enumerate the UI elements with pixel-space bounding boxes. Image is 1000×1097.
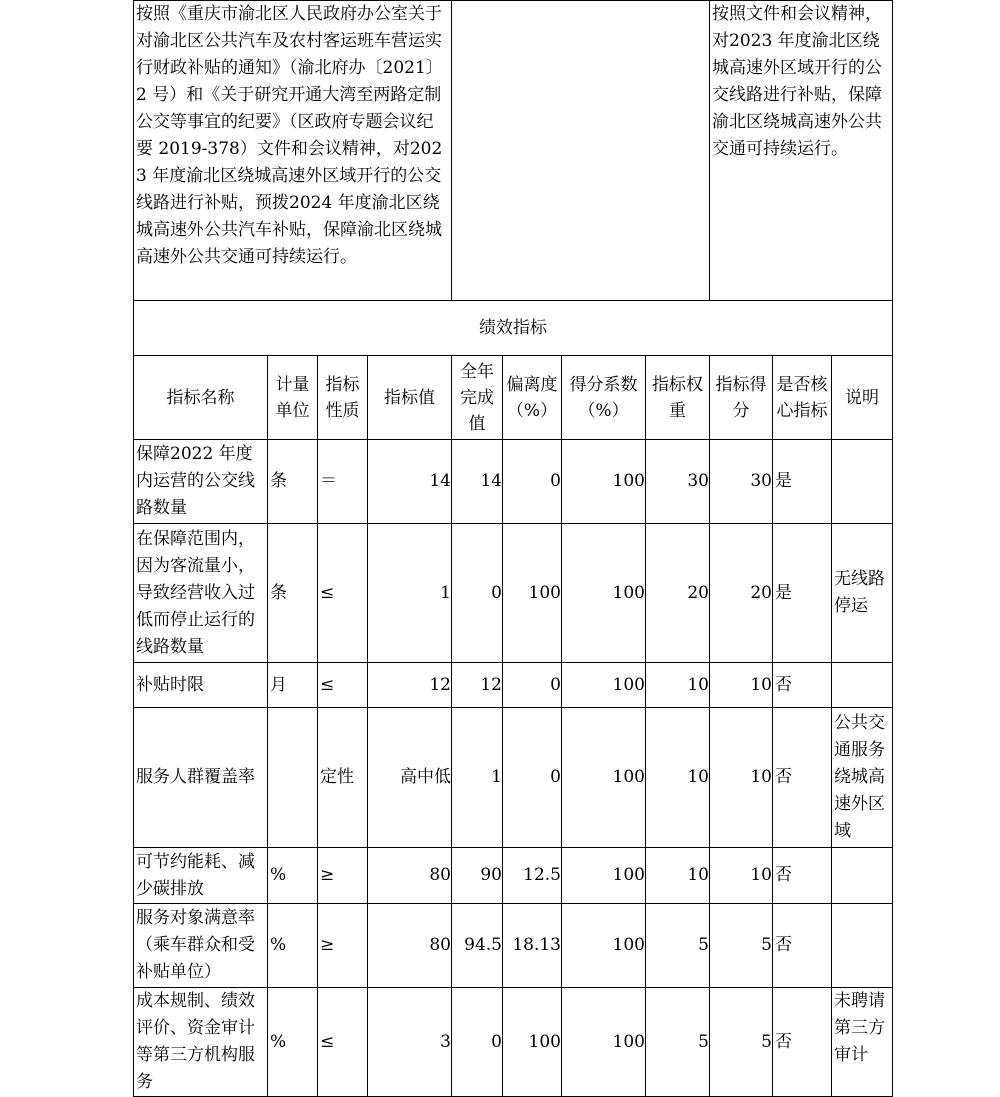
indicator-coef: 100 xyxy=(562,708,646,848)
indicator-actual: 90 xyxy=(452,848,503,904)
indicator-unit: 月 xyxy=(268,663,318,708)
header-row xyxy=(134,356,893,440)
indicator-target: 3 xyxy=(368,988,452,1097)
indicator-note: 未聘请第三方审计 xyxy=(832,988,893,1097)
header-target: 指标值 xyxy=(368,356,452,440)
indicator-actual: 94.5 xyxy=(452,904,503,988)
indicator-weight: 10 xyxy=(646,848,710,904)
indicator-note xyxy=(832,663,893,708)
indicator-note xyxy=(832,440,893,524)
indicator-weight: 5 xyxy=(646,904,710,988)
indicator-name: 成本规制、绩效评价、资金审计等第三方机构服务 xyxy=(134,988,268,1097)
indicator-coef: 100 xyxy=(562,904,646,988)
indicator-note: 公共交通服务绕城高速外区域 xyxy=(832,708,893,848)
indicator-weight: 10 xyxy=(646,708,710,848)
header-unit: 计量单位 xyxy=(268,356,318,440)
indicator-actual: 1 xyxy=(452,708,503,848)
indicator-note xyxy=(832,904,893,988)
indicator-core: 是 xyxy=(773,440,832,524)
indicator-target: 1 xyxy=(368,524,452,663)
indicator-score: 10 xyxy=(710,663,773,708)
indicator-coef: 100 xyxy=(562,440,646,524)
indicator-actual: 0 xyxy=(452,524,503,663)
header-name: 指标名称 xyxy=(134,356,268,440)
indicator-deviation: 100 xyxy=(503,524,562,663)
indicator-core: 是 xyxy=(773,524,832,663)
table-row xyxy=(134,988,893,1097)
indicator-note: 无线路停运 xyxy=(832,524,893,663)
section-title-row xyxy=(134,301,893,356)
indicator-deviation: 18.13 xyxy=(503,904,562,988)
table-row xyxy=(134,524,893,663)
indicator-score: 20 xyxy=(710,524,773,663)
table-row xyxy=(134,708,893,848)
indicator-name: 可节约能耗、减少碳排放 xyxy=(134,848,268,904)
indicator-note xyxy=(832,848,893,904)
header-coef: 得分系数（%） xyxy=(562,356,646,440)
header-note: 说明 xyxy=(832,356,893,440)
indicator-target: 80 xyxy=(368,848,452,904)
indicator-target: 12 xyxy=(368,663,452,708)
table-row xyxy=(134,848,893,904)
indicator-name: 服务对象满意率（乘车群众和受补贴单位） xyxy=(134,904,268,988)
indicator-deviation: 0 xyxy=(503,663,562,708)
table-row xyxy=(134,904,893,988)
indicator-unit xyxy=(268,708,318,848)
objective-middle-cell xyxy=(452,1,710,301)
indicator-score: 5 xyxy=(710,904,773,988)
indicator-deviation: 0 xyxy=(503,708,562,848)
table-row xyxy=(134,663,893,708)
indicator-nature: ≤ xyxy=(318,988,368,1097)
indicator-unit: % xyxy=(268,848,318,904)
indicator-coef: 100 xyxy=(562,663,646,708)
header-weight: 指标权重 xyxy=(646,356,710,440)
actual-completion-text: 按照文件和会议精神，对2023 年度渝北区绕城高速外区域开行的公交线路进行补贴，保障渝北区绕城高速外公共交通可持续运行。 xyxy=(710,1,893,301)
header-actual: 全年完成值 xyxy=(452,356,503,440)
indicator-core: 否 xyxy=(773,904,832,988)
indicator-core: 否 xyxy=(773,988,832,1097)
indicator-unit: % xyxy=(268,904,318,988)
indicator-score: 30 xyxy=(710,440,773,524)
indicator-actual: 12 xyxy=(452,663,503,708)
indicator-nature: ≥ xyxy=(318,848,368,904)
section-title: 绩效指标 xyxy=(134,301,893,356)
indicator-core: 否 xyxy=(773,708,832,848)
indicator-weight: 10 xyxy=(646,663,710,708)
indicator-coef: 100 xyxy=(562,524,646,663)
indicator-weight: 30 xyxy=(646,440,710,524)
indicator-name: 在保障范围内，因为客流量小，导致经营收入过低而停止运行的线路数量 xyxy=(134,524,268,663)
indicator-nature: ＝ xyxy=(318,440,368,524)
indicator-target: 14 xyxy=(368,440,452,524)
indicator-name: 服务人群覆盖率 xyxy=(134,708,268,848)
indicator-nature: ≤ xyxy=(318,524,368,663)
header-core: 是否核心指标 xyxy=(773,356,832,440)
indicator-coef: 100 xyxy=(562,848,646,904)
indicator-score: 10 xyxy=(710,708,773,848)
indicator-name: 保障2022 年度内运营的公交线路数量 xyxy=(134,440,268,524)
table-row xyxy=(134,440,893,524)
header-deviation: 偏离度（%） xyxy=(503,356,562,440)
annual-objective-text: 按照《重庆市渝北区人民政府办公室关于对渝北区公共汽车及农村客运班车营运实行财政补贴的通知》（渝北府办〔2021〕2 号）和《关于研究开通大湾至两路定制公交等事宜的纪要》（区政府专题会议纪要 2019-378）文件和会议精神，对2023 年度渝北区绕城高速外区域开行的公交线路进行补贴，预拨2024 年度渝北区绕城高速外公共汽车补贴，保障渝北区绕城高速外公共交通可持续运行。 xyxy=(134,1,452,301)
indicator-weight: 5 xyxy=(646,988,710,1097)
indicator-coef: 100 xyxy=(562,988,646,1097)
performance-table xyxy=(133,0,893,1097)
indicator-deviation: 100 xyxy=(503,988,562,1097)
indicator-weight: 20 xyxy=(646,524,710,663)
indicator-score: 10 xyxy=(710,848,773,904)
indicator-actual: 0 xyxy=(452,988,503,1097)
indicator-core: 否 xyxy=(773,848,832,904)
indicator-nature: ≥ xyxy=(318,904,368,988)
indicator-unit: 条 xyxy=(268,524,318,663)
indicator-unit: 条 xyxy=(268,440,318,524)
indicator-target: 80 xyxy=(368,904,452,988)
header-nature: 指标性质 xyxy=(318,356,368,440)
indicator-deviation: 12.5 xyxy=(503,848,562,904)
indicator-nature: ≤ xyxy=(318,663,368,708)
indicator-deviation: 0 xyxy=(503,440,562,524)
indicator-nature: 定性 xyxy=(318,708,368,848)
indicator-name: 补贴时限 xyxy=(134,663,268,708)
header-score: 指标得分 xyxy=(710,356,773,440)
objective-row xyxy=(134,1,893,301)
indicator-target: 高中低 xyxy=(368,708,452,848)
indicator-score: 5 xyxy=(710,988,773,1097)
indicator-actual: 14 xyxy=(452,440,503,524)
indicator-unit: % xyxy=(268,988,318,1097)
indicator-core: 否 xyxy=(773,663,832,708)
